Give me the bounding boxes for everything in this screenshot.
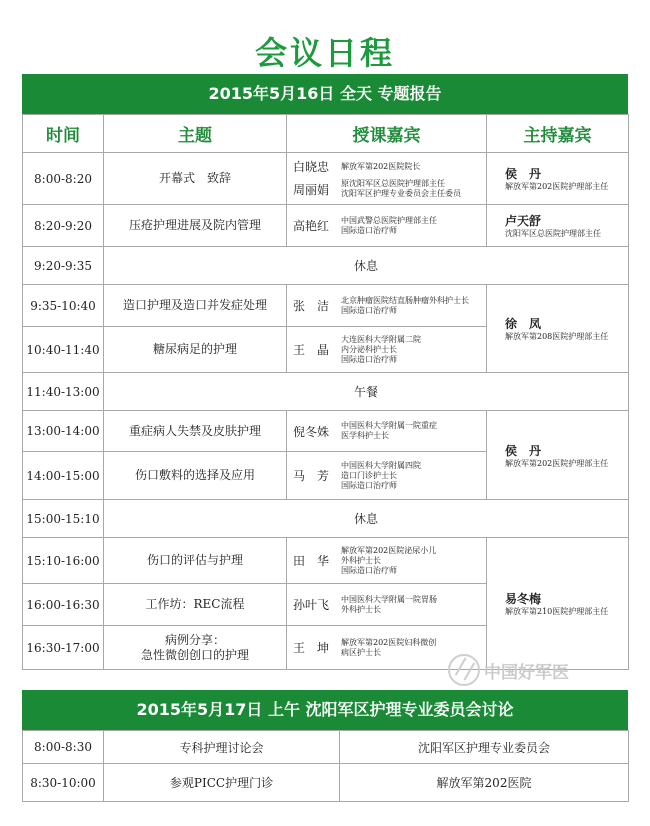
host-cell [487,153,629,205]
speaker-desc: 原沈阳军区总医院护理部主任 沈阳军区护理专业委员会主任委员 [341,179,461,198]
speaker-name: 高艳红 [293,219,330,233]
time-cell: 8:00-8:20 [23,153,104,205]
col-header-topic: 主题 [104,115,287,153]
speaker-cell [287,153,487,205]
speaker-cell [287,285,487,327]
break-cell: 休息 [104,500,629,538]
speaker-name: 周丽娟 [293,182,330,197]
speaker-desc: 解放军第202医院院长 [341,161,421,171]
place-cell: 沈阳军区护理专业委员会 [340,731,629,764]
col-header-time: 时间 [23,115,104,153]
speaker-name: 田 华 [293,554,330,568]
day2-schedule-table [22,730,629,802]
speaker-cell [287,584,487,626]
host-name: 易冬梅 [505,592,542,606]
time-cell: 16:30-17:00 [23,626,104,670]
speaker-name: 白晓忠 [293,160,330,174]
speaker-cell [287,327,487,373]
speaker-cell [287,452,487,500]
speaker-desc: 中国医科大学附属一院重症 医学科护士长 [341,421,437,440]
table-row [23,205,629,247]
break-cell: 休息 [104,247,629,285]
place-cell: 解放军第202医院 [340,764,629,802]
time-cell: 14:00-15:00 [23,452,104,500]
time-cell: 8:30-10:00 [23,764,104,802]
speaker-name: 王 晶 [293,343,330,357]
col-header-host: 主持嘉宾 [487,115,629,153]
host-desc: 沈阳军区总医院护理部主任 [505,229,601,238]
table-row [23,764,629,802]
speaker-name: 马 芳 [293,469,330,483]
time-cell: 8:00-8:30 [23,731,104,764]
speaker-name: 王 坤 [293,641,330,655]
time-cell: 16:00-16:30 [23,584,104,626]
speaker-desc: 解放军第202医院妇科微创 病区护士长 [341,637,437,657]
topic-cell: 造口护理及造口并发症处理 [104,285,287,327]
speaker-desc: 中国医科大学附属一院胃肠 外科护士长 [341,594,437,614]
topic-cell: 压疮护理进展及院内管理 [104,205,287,247]
topic-cell: 重症病人失禁及皮肤护理 [104,411,287,452]
topic-cell: 参观PICC护理门诊 [104,764,340,802]
time-cell: 15:00-15:10 [23,500,104,538]
speaker-desc: 北京肿瘤医院结直肠肿瘤外科护士长 国际造口治疗师 [341,295,469,315]
topic-cell: 专科护理讨论会 [104,731,340,764]
speaker-name: 张 洁 [293,299,330,313]
host-cell [487,205,629,247]
time-cell: 9:20-9:35 [23,247,104,285]
host-name: 卢天舒 [505,214,542,228]
host-name: 徐 凤 [505,317,542,331]
table-row [23,153,629,205]
speaker-name: 孙叶飞 [293,598,330,612]
table-row [23,411,629,452]
host-cell [487,411,629,500]
table-row [23,285,629,327]
host-name: 侯 丹 [505,167,542,181]
time-cell: 8:20-9:20 [23,205,104,247]
speaker-cell [287,205,487,247]
topic-cell: 伤口的评估与护理 [104,538,287,584]
speaker-desc: 大连医科大学附属二院 内分泌科护士长 国际造口治疗师 [341,334,421,364]
break-cell: 午餐 [104,373,629,411]
table-header-row [23,115,629,153]
page-title: 会议日程 [254,34,395,72]
day1-schedule-table [22,114,629,670]
topic-cell: 伤口敷料的选择及应用 [104,452,287,500]
speaker-name: 倪冬姝 [293,424,330,439]
host-desc: 解放军第210医院护理部主任 [505,607,609,616]
watermark [448,650,618,690]
day1-header: 2015年5月16日 全天 专题报告 [22,74,628,114]
speaker-desc: 解放军第202医院泌尿小儿 外科护士长 国际造口治疗师 [341,545,437,575]
table-row [23,247,629,285]
col-header-speaker: 授课嘉宾 [287,115,487,153]
speaker-cell [287,411,487,452]
table-row [23,373,629,411]
time-cell: 13:00-14:00 [23,411,104,452]
host-desc: 解放军第202医院护理部主任 [505,182,609,191]
topic-cell: 开幕式 致辞 [104,153,287,205]
time-cell: 11:40-13:00 [23,373,104,411]
topic-cell: 糖尿病足的护理 [104,327,287,373]
table-row [23,500,629,538]
time-cell: 15:10-16:00 [23,538,104,584]
host-desc: 解放军第202医院护理部主任 [505,458,609,468]
speaker-desc: 中国医科大学附属四院 造口门诊护士长 国际造口治疗师 [341,460,421,490]
host-name: 侯 丹 [505,443,542,458]
host-cell [487,285,629,373]
topic-cell: 工作坊：REC流程 [104,584,287,626]
day2-header: 2015年5月17日 上午 沈阳军区护理专业委员会讨论 [22,690,628,730]
host-desc: 解放军第208医院护理部主任 [505,332,609,341]
table-row [23,731,629,764]
speaker-cell [287,538,487,584]
speaker-desc: 中国武警总医院护理部主任 国际造口治疗师 [341,215,437,235]
time-cell: 10:40-11:40 [23,327,104,373]
watermark-logo-icon [448,654,480,686]
table-row [23,538,629,584]
topic-cell: 病例分享： 急性微创创口的护理 [104,626,287,670]
time-cell: 9:35-10:40 [23,285,104,327]
watermark-text: 中国好军医 [484,662,569,683]
